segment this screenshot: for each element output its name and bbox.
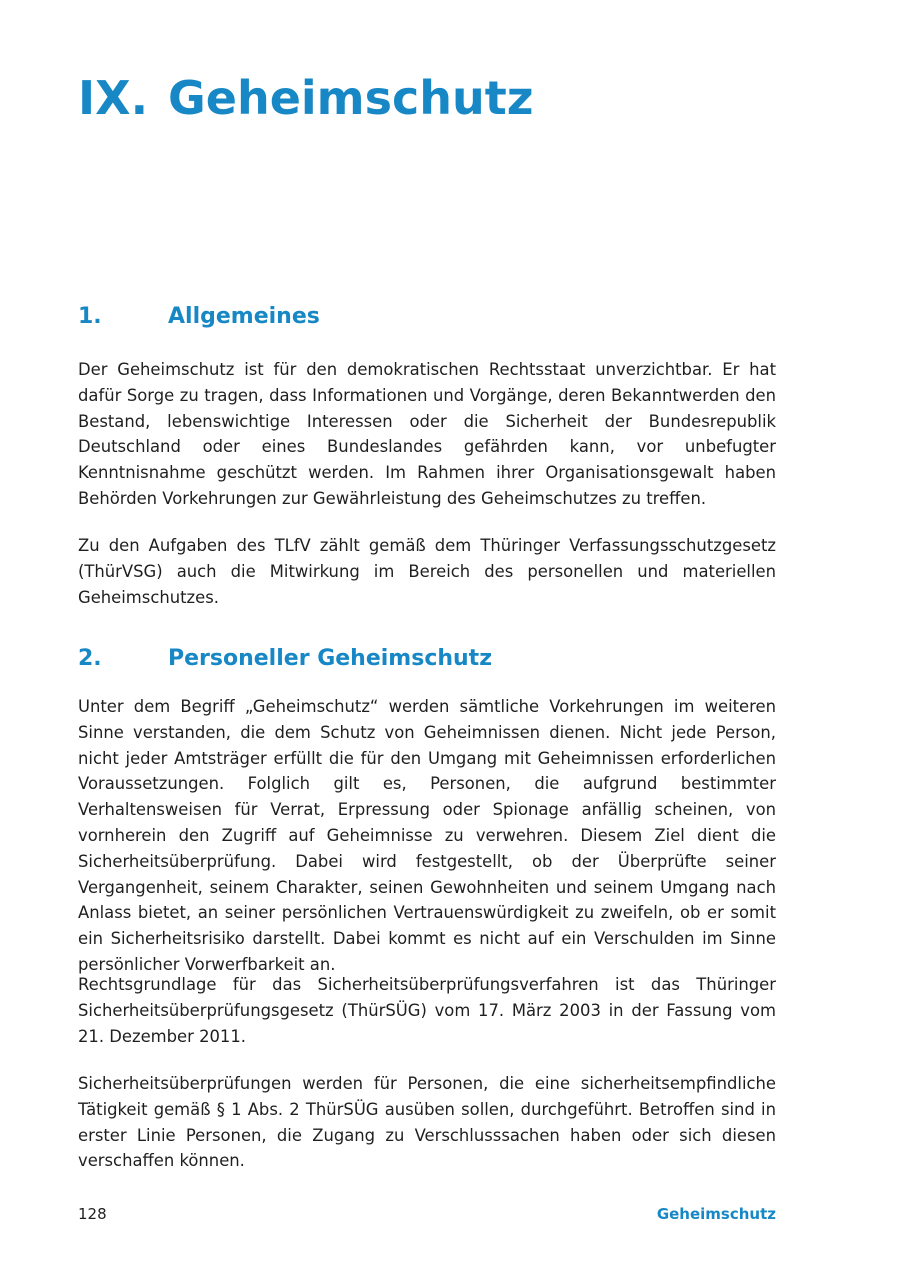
paragraph: Unter dem Begriff „Geheimschutz“ werden sämtliche Vorkehrungen im weiteren Sinne verstanden, die dem Schutz von Geheimnissen dienen. Nicht jede Person, nicht jeder Amtsträger erfüllt die für den Umgang mit Geheimnissen erforderlichen Voraussetzungen. Folglich gilt es, Personen, die aufgrund bestimmter Verhaltensweisen für Verrat, Erpressung oder Spionage anfällig scheinen, von vornherein den Zugriff auf Geheimnisse zu verwehren. Diesem Ziel dient die Sicherheitsüberprüfung. Dabei wird festgestellt, ob der Überprüfte seiner Vergangenheit, seinem Charakter, seinen Gewohnheiten und seinem Umgang nach Anlass bietet, an seiner persönlichen Vertrauenswürdigkeit zu zweifeln, ob er somit ein Sicherheitsrisiko darstellt. Dabei kommt es nicht auf ein Verschulden im Sinne persönlicher Vorwerfbarkeit an. — [78, 697, 776, 974]
section-title: Allgemeines — [168, 304, 320, 329]
page-number: 128 — [78, 1205, 107, 1223]
section-number: 1. — [78, 304, 102, 329]
paragraph: Zu den Aufgaben des TLfV zählt gemäß dem Thüringer Verfassungsschutzgesetz (ThürVSG) auch die Mitwirkung im Bereich des personellen und materiellen Geheimschutzes. — [78, 536, 776, 607]
section-title: Personeller Geheimschutz — [168, 646, 493, 671]
chapter-title — [78, 68, 534, 128]
chapter-number: IX. — [78, 71, 149, 125]
running-title: Geheimschutz — [656, 1205, 776, 1223]
section-number: 2. — [78, 646, 102, 671]
paragraph: Sicherheitsüberprüfungen werden für Personen, die eine sicherheitsempfindliche Tätigkeit gemäß § 1 Abs. 2 ThürSÜG ausüben sollen, durchgeführt. Betroffen sind in erster Linie Personen, die Zugang zu Verschlusssachen haben oder sich diesen verschaffen können. — [78, 1074, 776, 1171]
chapter-title-text: Geheimschutz — [168, 71, 534, 125]
paragraph: Der Geheimschutz ist für den demokratischen Rechtsstaat unverzichtbar. Er hat dafür Sorge zu tragen, dass Informationen und Vorgänge, deren Bekanntwerden den Bestand, lebenswichtige Interessen oder die Sicherheit der Bundesrepublik Deutschland oder eines Bundeslandes gefährden kann, vor unbefugter Kenntnisnahme geschützt werden. Im Rahmen ihrer Organisationsgewalt haben Behörden Vorkehrungen zur Gewährleistung des Geheimschutzes zu treffen. — [78, 360, 776, 508]
section-heading-allgemeines — [78, 302, 320, 332]
section-heading-personeller-geheimschutz — [78, 644, 492, 674]
paragraph: Rechtsgrundlage für das Sicherheitsüberprüfungsverfahren ist das Thüringer Sicherheitsüberprüfungsgesetz (ThürSÜG) vom 17. März 2003 in der Fassung vom 21. Dezember 2011. — [78, 975, 776, 1046]
